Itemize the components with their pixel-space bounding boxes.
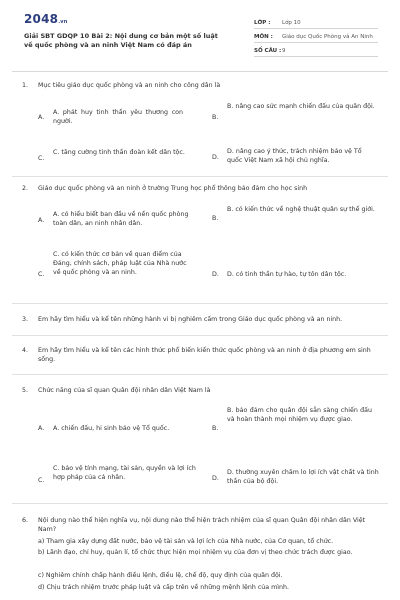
question-text: Nội dung nào thể hiện nghĩa vụ, nội dung nào thể hiện trách nhiệm của sĩ quan Quân đội nhân dân Việt Nam? [38, 517, 366, 533]
question-text: Chức năng của sĩ quan Quân đội nhân dân Việt Nam là [38, 387, 211, 394]
question-number: 2. [22, 185, 29, 192]
option-text: B. có kiến thức về nghệ thuật quân sự thế giới. [227, 206, 375, 213]
option-letter: A. [38, 217, 45, 224]
meta-value: Lớp 10 [282, 20, 301, 26]
option-letter: D. [212, 271, 219, 278]
option-letter: B. [212, 215, 219, 222]
meta-label: MÔN : [254, 34, 273, 40]
logo-text: 2048 [24, 12, 59, 26]
question-text: Em hãy tìm hiểu và kể tên các hình thức phổ biến kiến thức quốc phòng và an ninh ở địa phương em sinh sống. [38, 347, 371, 363]
option-text: B. bảo đảm cho quân đội sẵn sàng chiến đấu và hoàn thành mọi nhiệm vụ được giao. [227, 407, 372, 423]
meta-row-count [254, 43, 378, 57]
sub-item-b: b) Lãnh đạo, chỉ huy, quản lí, tổ chức thực hiện mọi nhiệm vụ của đơn vị theo chức trách được giao. [38, 549, 353, 556]
document-title: Giải SBT GDQP 10 Bài 2: Nội dung cơ bản một số luật về quốc phòng và an ninh Việt Nam có đáp án [24, 32, 218, 49]
document-header [0, 0, 400, 68]
question-divider [12, 503, 388, 504]
option-text: A. có hiểu biết ban đầu về nền quốc phòng toàn dân, an ninh nhân dân. [53, 211, 189, 227]
meta-label: SỐ CÂU : [254, 48, 282, 54]
sub-item-a: a) Tham gia xây dựng đất nước, bảo vệ tài sản và lợi ích của Nhà nước, của Cơ quan, tổ chức. [38, 538, 334, 545]
question-divider [12, 335, 388, 336]
question-number: 5. [22, 387, 29, 394]
site-logo[interactable] [24, 12, 68, 26]
option-letter: C. [38, 155, 45, 162]
question-number: 3. [22, 316, 29, 323]
option-text: B. nâng cao sức mạnh chiến đấu của quân đội. [227, 103, 375, 110]
option-letter: B. [212, 425, 219, 432]
meta-table [254, 15, 378, 57]
option-letter: A. [38, 114, 45, 121]
option-text: C. tăng cường tinh thần đoàn kết dân tộc. [53, 149, 185, 156]
option-text: A. phát huy tinh thần yêu thương con người. [53, 109, 183, 125]
option-letter: C. [38, 271, 45, 278]
question-number: 1. [22, 82, 29, 89]
option-text: C. có kiến thức cơ bản về quan điểm của Đảng, chính sách, pháp luật của Nhà nước về quốc phòng và an ninh. [53, 251, 187, 276]
option-text: A. chiến đấu, hi sinh bảo vệ Tổ quốc. [53, 425, 170, 432]
option-letter: C. [38, 477, 45, 484]
option-letter: A. [38, 425, 45, 432]
option-text: D. nâng cao ý thức, trách nhiệm bảo vệ Tổ quốc Việt Nam xã hội chủ nghĩa. [227, 148, 362, 164]
option-letter: D. [212, 475, 219, 482]
question-text: Giáo dục quốc phòng và an ninh ở trường Trung học phổ thông bảo đảm cho học sinh [38, 185, 308, 192]
question-number: 4. [22, 347, 29, 354]
meta-row-subject [254, 29, 378, 43]
sub-item-c: c) Nghiêm chỉnh chấp hành điều lệnh, điều lệ, chế độ, quy định của quân đội. [38, 572, 283, 579]
question-text: Em hãy tìm hiểu và kể tên những hành vi bị nghiêm cấm trong Giáo dục quốc phòng và an ninh. [38, 316, 343, 323]
option-text: D. có tinh thần tự hào, tự tôn dân tộc. [227, 271, 347, 278]
option-letter: B. [212, 114, 219, 121]
header-divider [12, 71, 388, 72]
question-divider [12, 176, 388, 177]
meta-label: LỚP : [254, 20, 271, 26]
option-text: C. bảo vệ tính mạng, tài sản, quyền và lợi ích hợp pháp của cá nhân. [53, 465, 196, 481]
question-divider [12, 303, 388, 304]
question-number: 6. [22, 517, 29, 524]
meta-value: 9 [282, 48, 286, 54]
option-letter: D. [212, 154, 219, 161]
option-text: D. thường xuyên chăm lo lợi ích vật chất và tinh thần của bộ đội. [227, 469, 379, 485]
question-divider [12, 374, 388, 375]
meta-row-class [254, 15, 378, 29]
sub-item-d: d) Chịu trách nhiệm trước pháp luật và cấp trên về những mệnh lệnh của mình. [38, 584, 290, 591]
logo-suffix: .vn [58, 19, 68, 25]
question-text: Mục tiêu giáo dục quốc phòng và an ninh cho công dân là [38, 82, 221, 89]
meta-value: Giáo dục Quốc Phòng và An Ninh [282, 34, 373, 40]
